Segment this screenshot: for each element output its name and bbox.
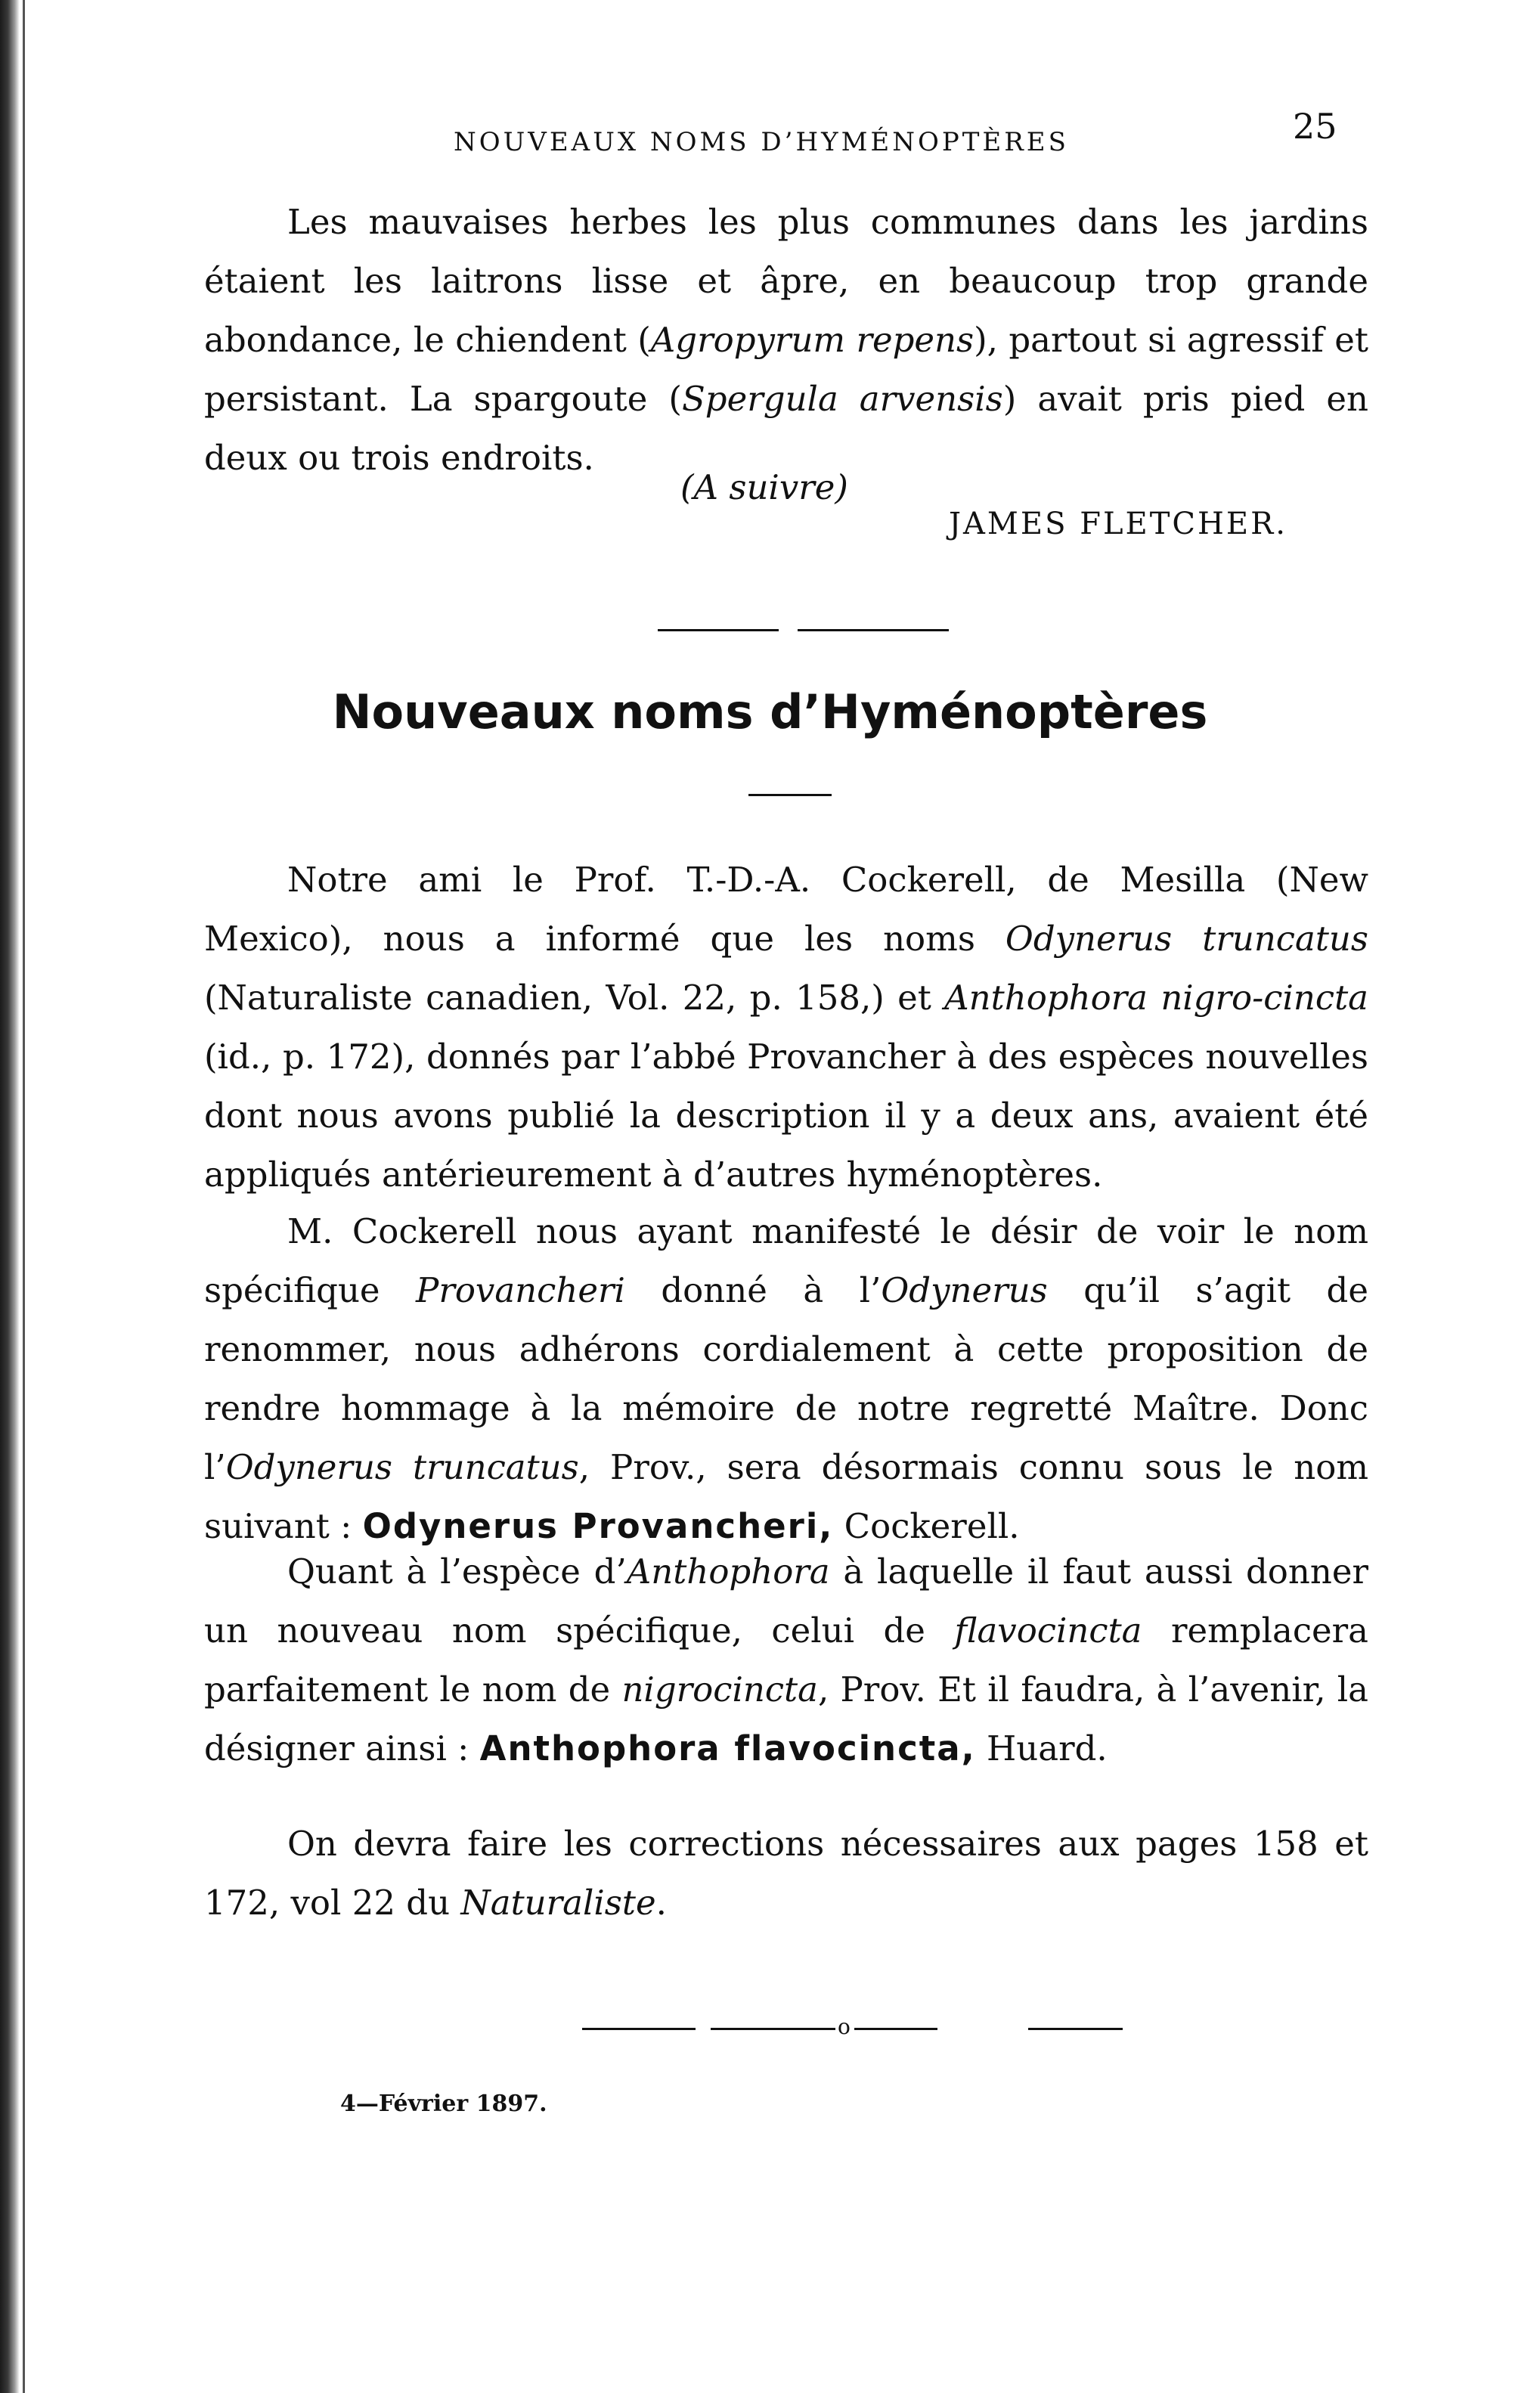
italic-run: flavocincta: [954, 1610, 1142, 1651]
text-run: ) avait pris pied en deux ou trois endroits.: [204, 379, 1368, 478]
text-run: Notre ami le Prof. T.-D.-A. Cockerell, de Mesilla (New Mexico), nous a informé que les noms: [204, 860, 1368, 959]
article-title: Nouveaux noms d’Hyménoptères: [332, 684, 1208, 739]
text-run: Cockerell.: [833, 1506, 1020, 1546]
separator-rule-2: [711, 2028, 835, 2030]
italic-run: Odynerus truncatus: [225, 1447, 579, 1487]
text-run: remplacera parfaitement le nom de: [204, 1610, 1368, 1710]
title-rule: [748, 794, 832, 796]
italic-run: nigrocincta: [621, 1669, 818, 1710]
article-paragraph-4: [204, 1815, 1368, 1933]
text-run: qu’il s’agit de renommer, nous adhérons cordialement à cette proposition de rendre hommage à la mémoire de notre regretté Maître. Donc l’: [204, 1270, 1368, 1487]
article-paragraph-2: [204, 1202, 1368, 1556]
paragraph: [204, 1815, 1368, 1933]
article-paragraph-1: [204, 851, 1368, 1204]
text-run: (id., p. 172), donnés par l’abbé Provancher à des espèces nouvelles dont nous avons publié la description il y a deux ans, avaient été appliqués antérieurement à d’autres hyménoptères.: [204, 1037, 1368, 1195]
separator-rule-1: [582, 2028, 696, 2030]
italic-run: Provancheri: [416, 1270, 625, 1310]
article-paragraph-3: [204, 1542, 1368, 1778]
signature-mark: 4—Février 1897.: [340, 2091, 547, 2117]
italic-run: Odynerus truncatus: [1005, 919, 1368, 959]
text-run: M. Cockerell nous ayant manifesté le désir de voir le nom spécifique: [204, 1211, 1368, 1310]
page-number: 25: [1293, 106, 1337, 147]
italic-run: Spergula arvensis: [681, 379, 1003, 419]
paragraph: [204, 1542, 1368, 1778]
running-head: NOUVEAUX NOMS D’HYMÉNOPTÈRES: [454, 127, 1069, 157]
to-be-continued: (A suivre): [680, 467, 848, 507]
separator-rule-4: [1028, 2028, 1123, 2030]
separator-circle: o: [838, 2014, 851, 2039]
text-run: On devra faire les corrections nécessaires aux pages 158 et 172, vol 22 du: [204, 1824, 1368, 1923]
paragraph: [204, 1202, 1368, 1556]
italic-run: Naturaliste: [460, 1883, 656, 1923]
bold-run: Odynerus Provancheri,: [362, 1506, 834, 1546]
paragraph: [204, 851, 1368, 1204]
text-run: .: [655, 1883, 667, 1923]
bold-run: Anthophora flavocincta,: [479, 1728, 976, 1768]
previous-article-paragraph: [204, 193, 1368, 488]
italic-run: Anthophora: [626, 1551, 830, 1592]
text-run: Huard.: [975, 1728, 1108, 1768]
text-run: Quant à l’espèce d’: [287, 1551, 627, 1592]
italic-run: Anthophora nigro-cincta: [944, 978, 1368, 1018]
separator-rule-right: [798, 629, 949, 631]
text-run: Les mauvaises herbes les plus communes dans les jardins étaient les laitrons lisse et âpre, en beaucoup trop grande abondance, le chiendent (: [204, 202, 1368, 360]
paragraph: [204, 193, 1368, 488]
text-run: à laquelle il faut aussi donner un nouveau nom spécifique, celui de: [204, 1551, 1369, 1651]
italic-run: Odynerus: [881, 1270, 1048, 1310]
italic-run: Agropyrum repens: [650, 320, 975, 360]
separator-rule-left: [658, 629, 779, 631]
text-run: , Prov. Et il faudra, à l’avenir, la désigner ainsi :: [204, 1669, 1368, 1768]
separator-rule-3: [854, 2028, 937, 2030]
text-run: ), partout si agressif et persistant. La spargoute (: [204, 320, 1368, 419]
text-run: , Prov., sera désormais connu sous le nom suivant :: [204, 1447, 1368, 1546]
text-run: (Naturaliste canadien, Vol. 22, p. 158,) et: [204, 978, 945, 1018]
text-run: donné à l’: [624, 1270, 882, 1310]
author-signature: JAMES FLETCHER.: [949, 507, 1287, 541]
